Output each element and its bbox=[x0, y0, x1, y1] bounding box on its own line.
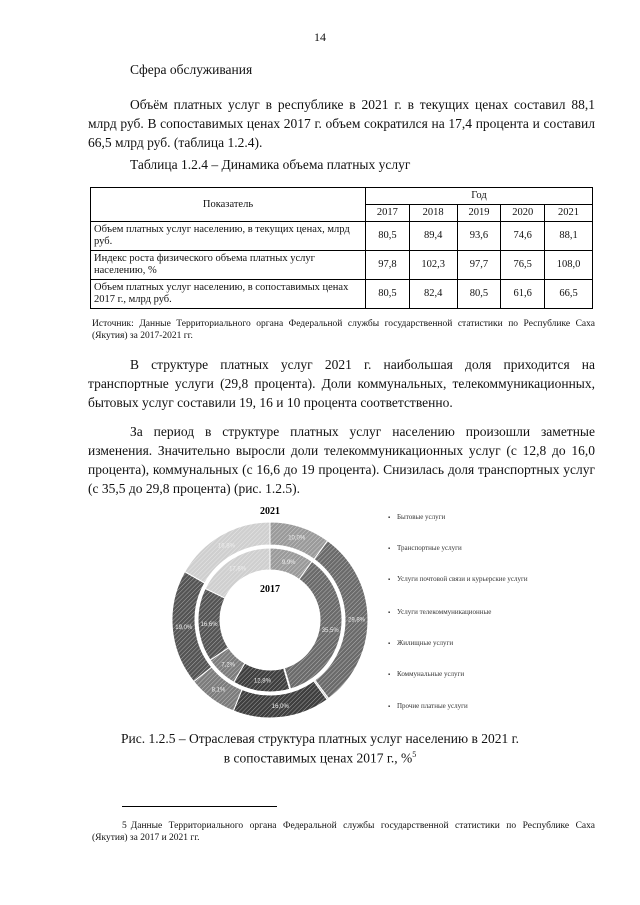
table-cell: 80,5 bbox=[457, 280, 501, 309]
figure-caption-line-2 bbox=[0, 750, 640, 767]
table-cell: 82,4 bbox=[409, 280, 457, 309]
table-source-note: Источник: Данные Территориального органа Федеральной службы государственной статистики по Республике Саха (Якутия) за 2017-2021 гг. bbox=[92, 319, 595, 341]
footnote-reference: 5 bbox=[412, 750, 417, 759]
table-cell: 80,5 bbox=[366, 222, 410, 251]
table-cell: 76,5 bbox=[501, 251, 545, 280]
table-cell: 108,0 bbox=[545, 251, 593, 280]
paragraph-structure-2021: В структуре платных услуг 2021 г. наибольшая доля приходится на транспортные услуги (29,8 процента). Доли коммунальных, телекоммуникационных, бытовых услуг составили 19, 16 и 10 процента соответственно. bbox=[88, 357, 595, 410]
table-row bbox=[91, 280, 593, 309]
table-cell: 102,3 bbox=[409, 251, 457, 280]
legend-bullet-icon: ▪ bbox=[388, 577, 391, 583]
legend-item bbox=[388, 513, 598, 522]
legend-item bbox=[388, 670, 598, 679]
donut-data-label: 16,8% bbox=[217, 543, 235, 550]
indicator-header: Показатель bbox=[91, 188, 366, 222]
donut-data-label: 7,2% bbox=[221, 662, 236, 669]
legend-item bbox=[388, 544, 598, 553]
year-header: Год bbox=[366, 188, 593, 205]
table-cell: 66,5 bbox=[545, 280, 593, 309]
legend-item bbox=[388, 702, 598, 711]
legend-label: Услуги почтовой связи и курьерские услуги bbox=[397, 575, 528, 583]
legend-label: Жилищные услуги bbox=[397, 639, 454, 647]
row-label: Объем платных услуг населению, в текущих ценах, млрд руб. bbox=[91, 222, 366, 251]
legend-label: Бытовые услуги bbox=[397, 513, 446, 521]
donut-data-label: 17,8% bbox=[229, 566, 247, 573]
table-cell: 61,6 bbox=[501, 280, 545, 309]
table-cell: 80,5 bbox=[366, 280, 410, 309]
table-cell: 97,8 bbox=[366, 251, 410, 280]
donut-data-label: 29,8% bbox=[347, 617, 366, 624]
footnote-divider bbox=[122, 806, 277, 807]
legend-label: Прочие платные услуги bbox=[397, 702, 468, 710]
table-cell: 97,7 bbox=[457, 251, 501, 280]
section-title: Сфера обслуживания bbox=[130, 62, 253, 77]
legend-bullet-icon: ▪ bbox=[388, 515, 391, 521]
table-row bbox=[91, 251, 593, 280]
legend-item bbox=[388, 608, 598, 617]
donut-data-label: 16,6% bbox=[200, 622, 218, 629]
paragraph-services-volume: Объём платных услуг в республике в 2021 г. в текущих ценах составил 88,1 млрд руб. В сопоставимых ценах 2017 г. объем сократился на 17,4 процента и составил 66,5 млрд руб. (таблица 1.2.4). bbox=[88, 97, 595, 150]
donut-data-label: 16,0% bbox=[271, 703, 289, 710]
donut-data-label: 9,9% bbox=[281, 559, 296, 566]
legend-bullet-icon: ▪ bbox=[388, 704, 391, 710]
donut-data-label: 19,0% bbox=[175, 625, 193, 632]
year-column-header: 2020 bbox=[501, 205, 545, 222]
table-caption: Таблица 1.2.4 – Динамика объема платных услуг bbox=[130, 157, 411, 172]
footnote-number: 5 bbox=[122, 821, 127, 831]
donut-chart bbox=[170, 500, 370, 720]
year-column-header: 2018 bbox=[409, 205, 457, 222]
footnote bbox=[92, 820, 595, 844]
legend-bullet-icon: ▪ bbox=[388, 610, 391, 616]
table-cell: 93,6 bbox=[457, 222, 501, 251]
paragraph-structure-changes: За период в структуре платных услуг населению произошли заметные изменения. Значительно выросли доли телекоммуникационных услуг (с 12,8 до 16,0 процента), коммунальных (с 16,6 до 19 процента). Снизилась доля транспортных услуг (с 35,5 до 29,8 процента) (рис. 1.2.5). bbox=[88, 424, 595, 496]
table-cell: 89,4 bbox=[409, 222, 457, 251]
donut-data-label: 12,8% bbox=[253, 678, 271, 685]
figure-caption-text: в сопоставимых ценах 2017 г., % bbox=[223, 750, 413, 766]
year-column-header: 2019 bbox=[457, 205, 501, 222]
legend-bullet-icon: ▪ bbox=[388, 546, 391, 552]
table-cell: 88,1 bbox=[545, 222, 593, 251]
donut-data-label: 35,5% bbox=[321, 628, 339, 635]
figure-caption: Рис. 1.2.5 – Отраслевая структура платных услуг населению в 2021 г. bbox=[121, 731, 519, 746]
row-label: Объем платных услуг населению, в сопоставимых ценах 2017 г., млрд руб. bbox=[91, 280, 366, 309]
donut-data-label: 8,1% bbox=[211, 687, 226, 694]
donut-data-label: 10,0% bbox=[288, 535, 306, 542]
table-row bbox=[91, 222, 593, 251]
legend-bullet-icon: ▪ bbox=[388, 641, 391, 647]
legend-label: Услуги телекоммуникационные bbox=[397, 608, 492, 616]
table-header-row bbox=[91, 188, 593, 205]
year-column-header: 2021 bbox=[545, 205, 593, 222]
chart-title-inner: 2017 bbox=[260, 584, 280, 595]
legend-bullet-icon: ▪ bbox=[388, 672, 391, 678]
paid-services-table bbox=[90, 187, 593, 309]
page-number: 14 bbox=[314, 30, 326, 44]
year-column-header: 2017 bbox=[366, 205, 410, 222]
legend-label: Коммунальные услуги bbox=[397, 670, 465, 678]
footnote-text: Данные Территориального органа Федеральной службы государственной статистики по Республике Саха (Якутия) за 2017 и 2021 гг. bbox=[92, 821, 595, 843]
table-cell: 74,6 bbox=[501, 222, 545, 251]
legend-item bbox=[388, 575, 598, 584]
legend-item bbox=[388, 639, 598, 648]
legend-label: Транспортные услуги bbox=[397, 544, 462, 552]
chart-title-outer: 2021 bbox=[260, 506, 280, 517]
row-label: Индекс роста физического объема платных услуг населению, % bbox=[91, 251, 366, 280]
